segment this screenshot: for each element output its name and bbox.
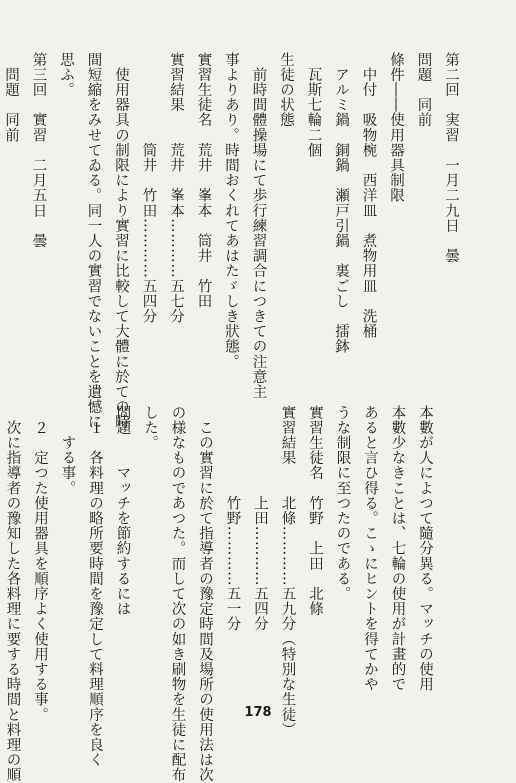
text-line: 竹野…………五一分 <box>224 405 241 632</box>
text-line: 實習生徒名 竹野 上田 北條 <box>307 405 323 617</box>
text-line: 實習生徒名 荒井 峯本 筒井 竹田 <box>195 52 212 309</box>
text-line: 上田…………五四分 <box>252 405 268 632</box>
text-line: 間短縮をみせてゐる。同一人の實習でないことを遺憾に <box>85 52 102 430</box>
page-number: 178 <box>244 705 272 720</box>
text-line: 中付 吸物椀 西洋皿 煮物用皿 洗桶 <box>360 52 377 339</box>
text-line: 實習結果 荒井 峯本…………五七分 <box>168 52 184 324</box>
text-line: 本數少なきことは、七輪の使用が計畫的で <box>389 405 406 692</box>
text-line: 次に指導者の豫知した各料理に要する時間と料理の順 <box>4 405 21 783</box>
text-line: 筒井 竹田…………五四分 <box>140 52 157 324</box>
text-line: 問題 マッチを節約するには <box>114 405 131 617</box>
text-line: この實習に於て指導者の豫定時間及場所の使用法は次 <box>197 405 213 783</box>
text-line: うな制限に至つたのである。 <box>334 405 351 602</box>
text-line: の様なものであつた。而して次の如き刷物を生徒に配布 <box>169 405 186 783</box>
text-line: 條件――使用器具制限 <box>388 52 404 203</box>
text-line: ２ 定つた使用器具を順序よく使用する事。 <box>32 405 48 723</box>
text-line: する事。 <box>59 405 76 496</box>
text-line: した。 <box>142 405 158 451</box>
text-line: 事よりあり。時間おくれてあはたゞしき狀態。 <box>223 52 239 370</box>
text-line: 前時間體操場にて歩行練習調合につきての注意主 <box>250 52 267 400</box>
text-line: 第三回 實習 二月五日 曇 <box>30 52 47 249</box>
text-line: あると言ひ得る。こゝにヒントを得てかや <box>362 405 378 692</box>
text-line: 問題 同前 <box>3 52 19 143</box>
text-line: １ 各料理の略所要時間を豫定して料理順序を良く <box>87 405 103 768</box>
text-line: 第二回 実習 一月二九日 曇 <box>443 52 459 264</box>
text-line: 問題 同前 <box>415 52 432 128</box>
text-line: 實習結果 北條…………五九分（特別な生徒） <box>279 405 296 738</box>
text-line: アルミ鍋 銅鍋 瀬戸引鍋 裏ごし 擂鉢 <box>333 52 349 354</box>
text-line: 生徒の状態 <box>278 52 294 128</box>
text-line: 瓦斯七輪二個 <box>305 52 322 158</box>
text-line: 使用器具の制限により實習に比較して大體に於ての時 <box>113 52 129 430</box>
text-line: 本數が人によつて隨分異る。マッチの使用 <box>417 405 433 692</box>
text-line: 思ふ。 <box>58 52 74 98</box>
